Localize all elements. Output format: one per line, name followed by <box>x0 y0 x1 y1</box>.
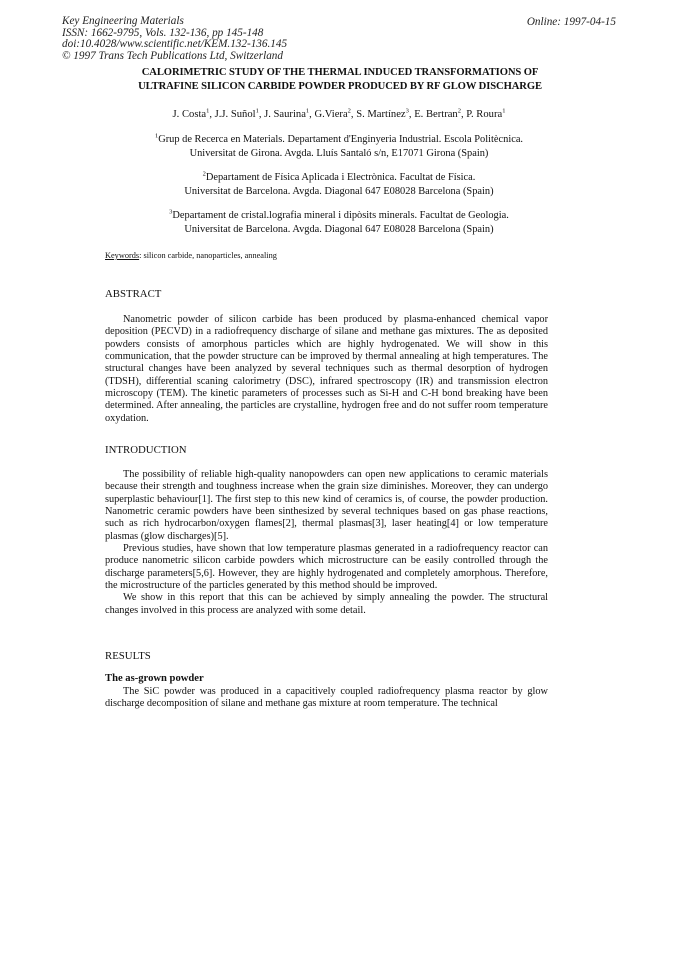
author-affiliation-mark: 2 <box>347 107 351 115</box>
doi-line[interactable]: doi:10.4028/www.scientific.net/KEM.132-136.145 <box>62 38 288 51</box>
abstract-heading: ABSTRACT <box>105 288 162 300</box>
results-paragraph: The SiC powder was produced in a capacitively coupled radiofrequency plasma reactor by glow discharge decomposition of silane and methane gas mixture at room temperature. The technical <box>105 686 548 710</box>
author-name: G.Viera <box>314 109 348 120</box>
introduction-paragraph: We show in this report that this can be achieved by simply annealing the powder. The structural changes involved in this process are analyzed with some detail. <box>105 592 548 616</box>
author <box>215 109 264 120</box>
author-separator: , <box>350 109 357 120</box>
author-separator: , <box>460 109 467 120</box>
author <box>264 109 314 120</box>
author-name: S. Martínez <box>356 109 406 120</box>
introduction-paragraph: The possibility of reliable high-quality nanopowders can open new applications to ceramic materials because their strength and toughness increase when the grain size diminishes. Moreover, they can undergo superplastic behaviour[1]. The first step to this new kind of ceramics is, of course, the powder production. Nanometric ceramic powders have been sinthesized by several techniques based on gas phase reactions, such as rich hydrocarbon/oxygen flames[2], thermal plasmas[3], laser heating[4] or low temperature plasmas (glow discharges)[5]. <box>105 469 548 542</box>
results-heading: RESULTS <box>105 650 151 662</box>
affiliation-line-2: Universitat de Girona. Avgda. Lluís Santaló s/n, E17071 Girona (Spain) <box>189 148 489 159</box>
affiliation-2 <box>0 171 678 199</box>
author-separator: , <box>209 109 215 120</box>
affiliation-line-1: Grup de Recerca en Materials. Departament d'Enginyeria Industrial. Escola Politècnica. <box>158 134 524 145</box>
title-line-1: CALORIMETRIC STUDY OF THE THERMAL INDUCED TRANSFORMATIONS OF <box>141 67 539 78</box>
results-body <box>105 686 548 711</box>
author <box>173 109 215 120</box>
author <box>314 109 356 120</box>
affiliation-line-1: Departament de cristal.lografia mineral i dipòsits minerals. Facultat de Geologia. <box>172 210 509 221</box>
author-separator: , <box>309 109 315 120</box>
author <box>414 109 466 120</box>
author-separator: , <box>408 109 415 120</box>
author-affiliation-mark: 3 <box>405 107 409 115</box>
author-separator: , <box>258 109 265 120</box>
author-name: J. Saurina <box>264 109 306 120</box>
author-name: J. Costa <box>172 109 207 120</box>
affiliation-number: 3 <box>169 208 173 216</box>
affiliation-line-1: Departament de Física Aplicada i Electrònica. Facultat de Física. <box>205 172 476 183</box>
paper-title <box>90 66 590 94</box>
author <box>356 109 414 120</box>
introduction-paragraph: Previous studies, have shown that low temperature plasmas generated in a radiofrequency reactor can produce nanometric silicon carbide powders which microstructure can be easily controlled through the discharge parameters[5,6]. However, they are highly hydrogenated and completely amorphous. Therefore, the microstructure of the particles generated by this method should be improved. <box>105 543 548 592</box>
journal-header <box>62 16 287 62</box>
abstract-body <box>105 314 548 425</box>
journal-name: Key Engineering Materials <box>62 15 184 27</box>
online-date: Online: 1997-04-15 <box>526 16 616 28</box>
issn-line: ISSN: 1662-9795, Vols. 132-136, pp 145-148 <box>62 26 264 39</box>
affiliation-3 <box>0 209 678 237</box>
author-affiliation-mark: 1 <box>206 107 210 115</box>
affiliation-line-2: Universitat de Barcelona. Avgda. Diagonal 647 E08028 Barcelona (Spain) <box>184 224 494 235</box>
author-name: P. Roura <box>466 109 503 120</box>
affiliation-1 <box>0 133 678 161</box>
author-list <box>0 109 678 120</box>
author-affiliation-mark: 2 <box>457 107 461 115</box>
introduction-body <box>105 469 548 617</box>
copyright-line: © 1997 Trans Tech Publications Ltd, Switzerland <box>62 49 283 62</box>
author-name: E. Bertran <box>414 109 458 120</box>
keywords-label: Keywords <box>105 251 140 260</box>
keywords <box>105 251 277 260</box>
author <box>466 109 505 120</box>
affiliation-line-2: Universitat de Barcelona. Avgda. Diagonal 647 E08028 Barcelona (Spain) <box>184 186 494 197</box>
author-affiliation-mark: 1 <box>305 107 310 115</box>
keywords-text: : silicon carbide, nanoparticles, annealing <box>139 251 277 260</box>
affiliation-number: 2 <box>202 170 206 178</box>
affiliation-number: 1 <box>154 132 159 140</box>
author-affiliation-mark: 1 <box>255 107 259 115</box>
abstract-paragraph: Nanometric powder of silicon carbide has been produced by plasma-enhanced chemical vapor deposition (PECVD) in a radiofrequency discharge of silane and methane gas mixtures. The as deposited powders consists of amorphous particles which are highly hydrogenated. We will show in this communication, that the powder structure can be improved by thermal annealing at high temperatures. The structural changes have been analyzed by several techniques such as thermal desorption of hydrogen (TDSH), differential scaning calorimetry (DSC), infrared spectroscopy (IR) and transmission electron microscopy (TEM). The kinetic parameters of processes such as Si-H and C-H bond breaking have been determined. After annealing, the particles are crystalline, hydrogen free and do not suffer room temperature oxydation. <box>105 314 548 424</box>
author-name: J.J. Suñol <box>214 109 256 120</box>
results-subheading: The as-grown powder <box>105 673 204 684</box>
author-affiliation-mark: 1 <box>502 107 506 115</box>
title-line-2: ULTRAFINE SILICON CARBIDE POWDER PRODUCED BY RF GLOW DISCHARGE <box>138 81 542 92</box>
introduction-heading: INTRODUCTION <box>105 444 187 456</box>
